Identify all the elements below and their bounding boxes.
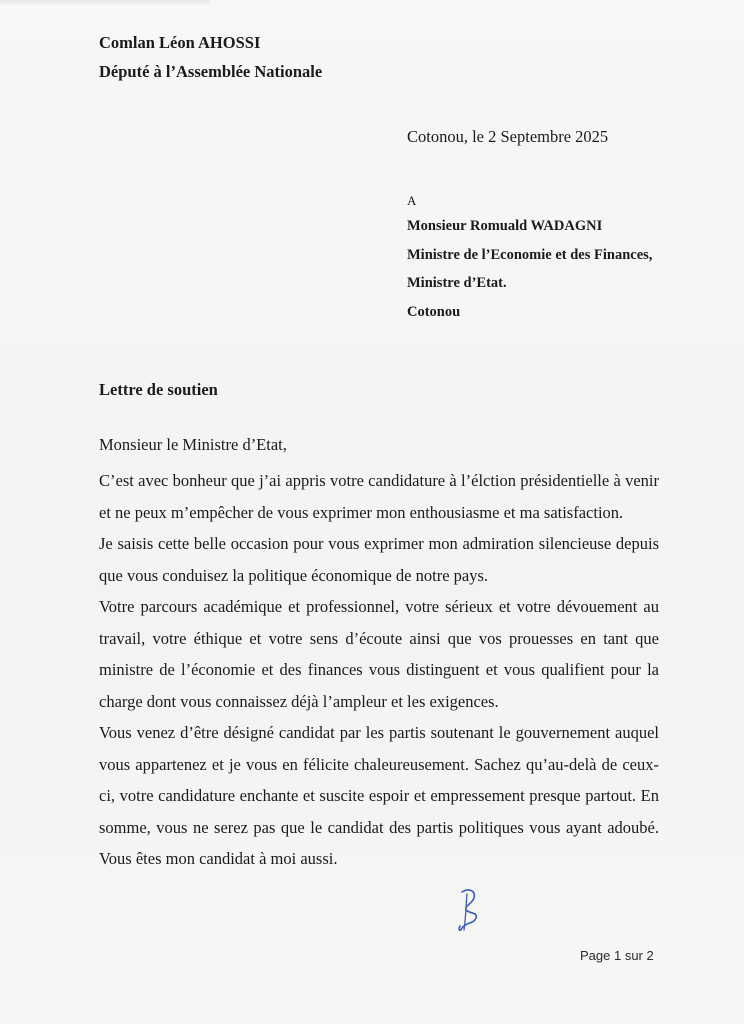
page-edge-shadow <box>0 0 210 6</box>
sender-block <box>99 28 322 86</box>
recipient-role-2: Ministre d’Etat. <box>407 275 507 291</box>
letter-subject: Lettre de soutien <box>99 380 218 399</box>
paragraph-4: Vous venez d’être désigné candidat par les partis soutenant le gouvernement auquel vous appartenez et je vous en félicite chaleureusement. Sachez qu’au-delà de ceux-ci, votre candidature enchante et suscite espoir et empressement presque partout. En somme, vous ne serez pas que le candidat des partis politiques vous ayant adoubé. Vous êtes mon candidat à moi aussi. <box>99 723 659 868</box>
sender-name: Comlan Léon AHOSSI <box>99 33 261 52</box>
paragraph-3: Votre parcours académique et professionnel, votre sérieux et votre dévouement au travail, votre éthique et votre sens d’écoute ainsi que vos prouesses en tant que ministre de l’économie et des finances vous distinguent et vous qualifient pour la charge dont vous connaissez déjà l’ampleur et les exigences. <box>99 597 659 711</box>
recipient-to: A <box>407 193 417 208</box>
paragraph-1: C’est avec bonheur que j’ai appris votre candidature à l’élction présidentielle à venir et ne peux m’empêcher de vous exprimer mon enthousiasme et ma satisfaction. <box>99 471 659 522</box>
place-date: Cotonou, le 2 Septembre 2025 <box>407 127 609 146</box>
recipient-role-1: Ministre de l’Economie et des Finances, <box>407 246 653 263</box>
recipient-city: Cotonou <box>407 303 461 320</box>
paragraph-2: Je saisis cette belle occasion pour vous exprimer mon admiration silencieuse depuis que vous conduisez la politique économique de notre pays. <box>99 534 659 585</box>
sender-title: Député à l’Assemblée Nationale <box>99 62 323 81</box>
recipient-name: Monsieur Romuald WADAGNI <box>407 218 603 234</box>
recipient-block <box>407 190 652 326</box>
page-number: Page 1 sur 2 <box>580 948 654 963</box>
salutation: Monsieur le Ministre d’Etat, <box>99 435 287 454</box>
letter-body <box>99 465 659 875</box>
handwritten-initials-icon <box>454 888 484 934</box>
